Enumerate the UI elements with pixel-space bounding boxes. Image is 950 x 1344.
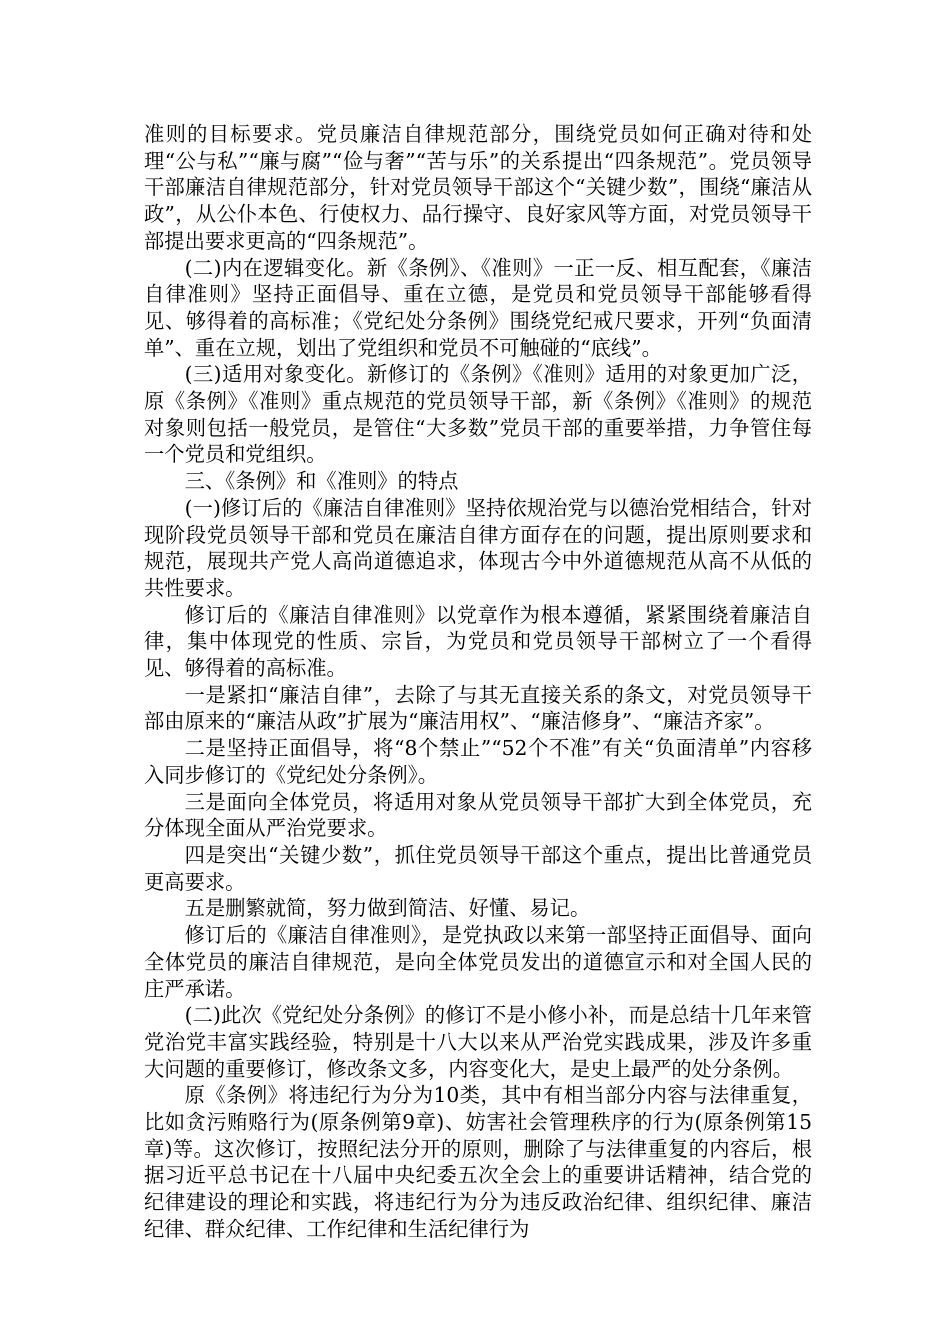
section-heading: 三、《条例》和《准则》的特点 — [184, 469, 459, 494]
paragraph-6: 修订后的《廉洁自律准则》以党章作为根本遵循，紧紧围绕着廉洁自律，集中体现党的性质、宗旨，为党员和党员领导干部树立了一个看得见、够得着的高标准。 — [144, 602, 812, 681]
document-page — [144, 121, 812, 1243]
paragraph-10: 四是突出“关键少数”，抓住党员领导干部这个重点，提出比普通党员更高要求。 — [144, 842, 812, 894]
paragraph-5: (一)修订后的《廉洁自律准则》坚持依规治党与以德治党相结合，针对现阶段党员领导干部和党员在廉洁自律方面存在的问题，提出原则要求和规范，展现共产党人高尚道德追求，体现古今中外道德规范从高不从低的共性要求。 — [144, 495, 812, 600]
paragraph-2: (二)内在逻辑变化。新《条例》、《准则》一正一反、相互配套，《廉洁自律准则》坚持正面倡导、重在立德，是党员和党员领导干部能够看得见、够得着的高标准；《党纪处分条例》围绕党纪戒尺要求，开列“负面清单”、重在立规，划出了党组织和党员不可触碰的“底线”。 — [144, 255, 812, 360]
paragraph-1: 准则的目标要求。党员廉洁自律规范部分，围绕党员如何正确对待和处理“公与私”“廉与腐”“俭与奢”“苦与乐”的关系提出“四条规范”。党员领导干部廉洁自律规范部分，针对党员领导干部这个“关键少数”，围绕“廉洁从政”，从公仆本色、行使权力、品行操守、良好家风等方面，对党员领导干部提出要求更高的“四条规范”。 — [144, 122, 812, 253]
paragraph-12: 修订后的《廉洁自律准则》，是党执政以来第一部坚持正面倡导、面向全体党员的廉洁自律规范，是向全体党员发出的道德宣示和对全国人民的庄严承诺。 — [144, 923, 812, 1001]
paragraph-7: 一是紧扣“廉洁自律”，去除了与其无直接关系的条文，对党员领导干部由原来的“廉洁从政”扩展为“廉洁用权”、“廉洁修身”、“廉洁齐家”。 — [144, 682, 812, 734]
paragraph-8: 二是坚持正面倡导，将“8个禁止”“52个不准”有关“负面清单”内容移入同步修订的《党纪处分条例》。 — [144, 736, 812, 787]
paragraph-9: 三是面向全体党员，将适用对象从党员领导干部扩大到全体党员，充分体现全面从严治党要求。 — [144, 789, 812, 841]
paragraph-14: 原《条例》将违纪行为分为10类，其中有相当部分内容与法律重复，比如贪污贿赂行为(原条例第9章)、妨害社会管理秩序的行为(原条例第15章)等。这次修订，按照纪法分开的原则，删除了与法律重复的内容后，根据习近平总书记在十八届中央纪委五次全会上的重要讲话精神，结合党的纪律建设的理论和实践，将违纪行为分为违反政治纪律、组织纪律、廉洁纪律、群众纪律、工作纪律和生活纪律行为 — [144, 1083, 812, 1241]
paragraph-3: (三)适用对象变化。新修订的《条例》《准则》适用的对象更加广泛，原《条例》《准则》重点规范的党员领导干部，新《条例》《准则》的规范对象则包括一般党员，是管住“大多数”党员干部的重要举措，力争管住每一个党员和党组织。 — [144, 362, 812, 467]
paragraph-11: 五是删繁就简，努力做到简洁、好懂、易记。 — [184, 896, 591, 921]
paragraph-13: (二)此次《党纪处分条例》的修订不是小修小补，而是总结十几年来管党治党丰富实践经验，特别是十八大以来从严治党实践成果，涉及许多重大问题的重要修订，修改条文多，内容变化大，是史上最严的处分条例。 — [144, 1003, 812, 1081]
